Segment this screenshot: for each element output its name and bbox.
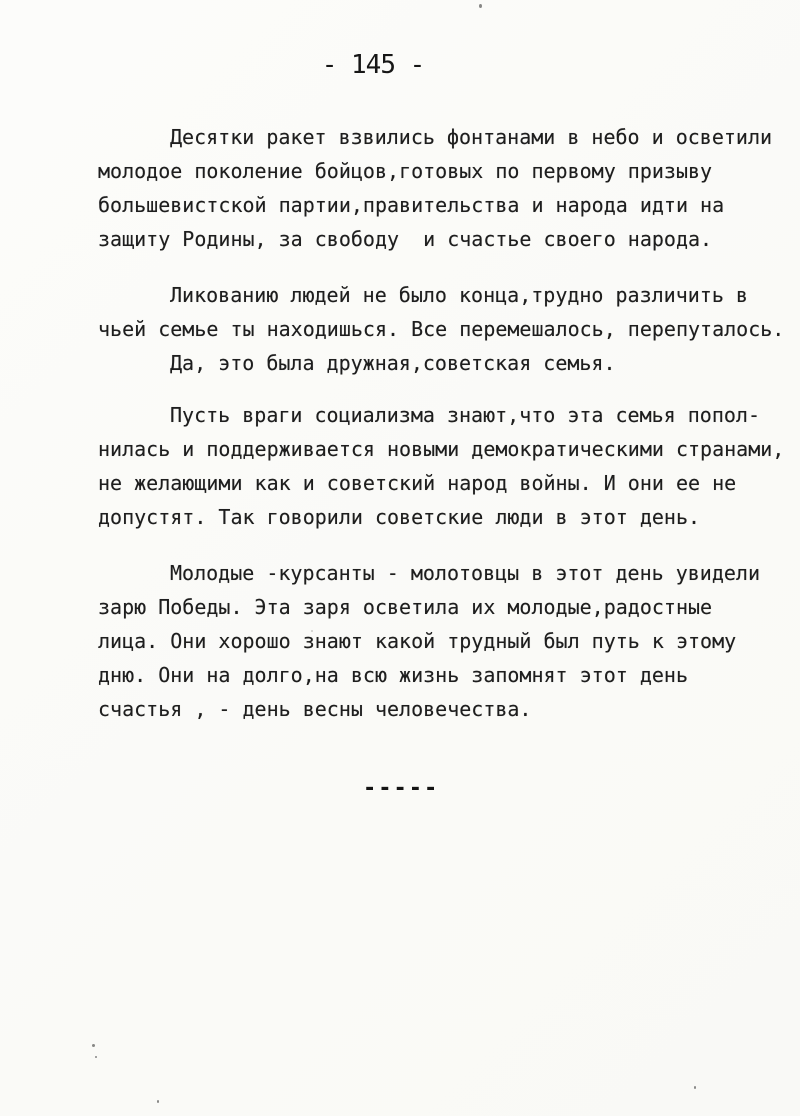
text-line: защиту Родины, за свободу и счастье своего народа. [98, 227, 713, 251]
text-line: чьей семье ты находишься. Все перемешалось, перепуталось. [98, 317, 785, 341]
scan-speck [157, 1100, 159, 1103]
paragraph-2 [98, 278, 796, 380]
scan-speck [311, 630, 313, 632]
text-line: дню. Они на долго,на всю жизнь запомнят этот день [98, 663, 689, 687]
scan-speck [95, 1056, 97, 1058]
scan-speck [479, 4, 482, 8]
scan-speck [694, 1086, 696, 1089]
text-line: допустят. Так говорили советские люди в этот день. [98, 505, 701, 529]
separator-dashes: ----- [363, 776, 440, 801]
paragraph-1 [98, 120, 796, 256]
scan-speck [92, 1044, 95, 1047]
text-line: зарю Победы. Эта заря осветила их молодые,радостные [98, 595, 713, 619]
text-line: нилась и поддерживается новыми демократическими странами, [98, 437, 785, 461]
text-line: счастья , - день весны человечества. [98, 697, 532, 721]
text-line: Десятки ракет взвились фонтанами в небо и осветили [170, 125, 773, 149]
text-line: большевистской партии,правительства и народа идти на [98, 193, 725, 217]
text-line: не желающими как и советский народ войны. И они ее не [98, 471, 737, 495]
paragraph-4 [98, 556, 796, 726]
text-line: Ликованию людей не было конца,трудно различить в [170, 283, 748, 307]
text-line: Да, это была дружная,советская семья. [170, 351, 616, 375]
text-line: лица. Они хорошо знают какой трудный был путь к этому [98, 629, 737, 653]
text-line: молодое поколение бойцов,готовых по первому призыву [98, 159, 713, 183]
text-line: Пусть враги социализма знают,что эта семья попол- [170, 403, 761, 427]
text-line: Молодые -курсанты - молотовцы в этот день увидели [170, 561, 761, 585]
page-number: - 145 - [321, 50, 425, 80]
paragraph-3 [98, 398, 796, 534]
